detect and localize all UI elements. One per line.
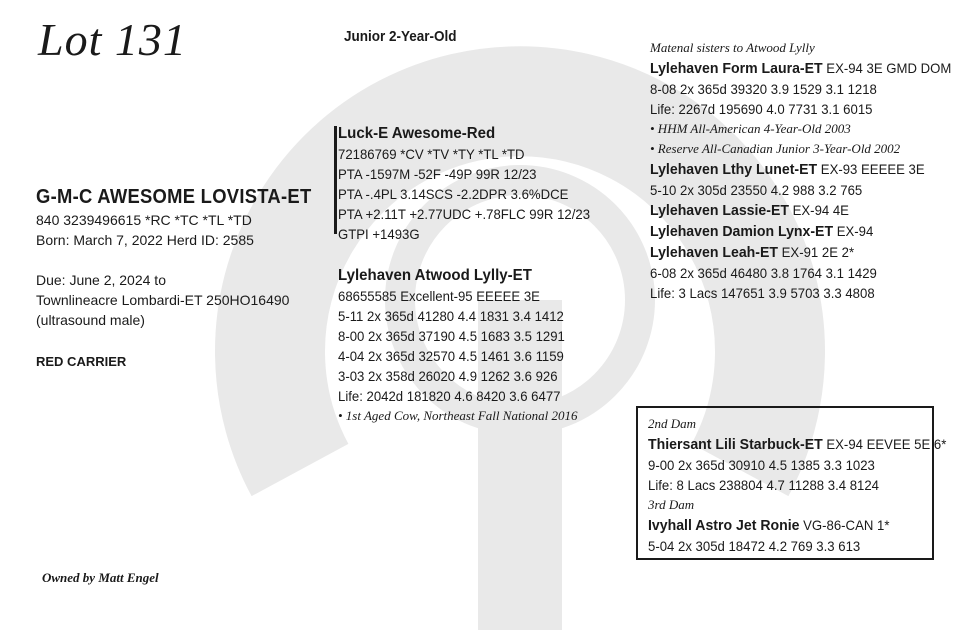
registration-line: 840 3239496615 *RC *TC *TL *TD: [36, 212, 252, 228]
sister-entry: Lylehaven Leah-ET EX-91 2E 2*: [650, 244, 855, 261]
dam-block: [338, 266, 579, 426]
lot-title: Lot 131: [38, 14, 187, 65]
sire-line: PTA -1597M -52F -49P 99R 12/23: [338, 166, 537, 182]
animal-info: [36, 184, 335, 372]
maternal-sisters-block: [650, 38, 958, 303]
sire-line: 72186769 *CV *TV *TY *TL *TD: [338, 146, 525, 162]
due-service-sire: Townlineacre Lombardi-ET 250HO16490: [36, 292, 290, 308]
sire-line: PTA +2.11T +2.77UDC +.78FLC 99R 12/23: [338, 206, 591, 222]
sister-entry: Lylehaven Form Laura-ET EX-94 3E GMD DOM: [650, 60, 952, 77]
sister-record: Life: 2267d 195690 4.0 7731 3.1 6015: [650, 101, 873, 117]
dam-name: Lylehaven Atwood Lylly-ET: [338, 267, 532, 284]
sire-line: PTA -.4PL 3.14SCS -2.2DPR 3.6%DCE: [338, 186, 569, 202]
dam-record: 3-03 2x 358d 26020 4.9 1262 3.6 926: [338, 368, 558, 384]
third-dam-label: 3rd Dam: [648, 497, 695, 512]
dam-record: Life: 2042d 181820 4.6 8420 3.6 6477: [338, 388, 561, 404]
sire-name: Luck-E Awesome-Red: [338, 125, 496, 142]
second-dam-label: 2nd Dam: [648, 416, 697, 431]
third-dam-name: Ivyhall Astro Jet Ronie VG-86-CAN 1*: [648, 517, 890, 534]
due-ultrasound: (ultrasound male): [36, 312, 145, 328]
sister-entry: Lylehaven Damion Lynx-ET EX-94: [650, 223, 874, 240]
dam-record: 4-04 2x 365d 32570 4.5 1461 3.6 1159: [338, 348, 564, 364]
dam-note: • 1st Aged Cow, Northeast Fall National 2016: [338, 408, 578, 423]
sister-entry: Lylehaven Lthy Lunet-ET EX-93 EEEEE 3E: [650, 161, 925, 178]
second-dam-record: 9-00 2x 365d 30910 4.5 1385 3.3 1023: [648, 457, 875, 473]
pedigree-bracket: [334, 126, 337, 234]
animal-name: G-M-C AWESOME LOVISTA-ET: [36, 186, 312, 208]
dam-record: 5-11 2x 365d 41280 4.4 1831 3.4 1412: [338, 308, 564, 324]
sister-record: 6-08 2x 365d 46480 3.8 1764 3.1 1429: [650, 265, 877, 281]
sister-record: 5-10 2x 305d 23550 4.2 988 3.2 765: [650, 182, 863, 198]
sire-block: [338, 124, 606, 244]
sale-class: Junior 2-Year-Old: [344, 28, 457, 45]
third-dam-record: 5-04 2x 305d 18472 4.2 769 3.3 613: [648, 538, 861, 554]
sister-note: • HHM All-American 4-Year-Old 2003: [650, 121, 851, 136]
dam-record: 8-00 2x 365d 37190 4.5 1683 3.5 1291: [338, 328, 565, 344]
red-carrier-badge: RED CARRIER: [36, 354, 127, 369]
second-dam-record: Life: 8 Lacs 238804 4.7 11288 3.4 8124: [648, 477, 879, 493]
sister-entry: Lylehaven Lassie-ET EX-94 4E: [650, 202, 849, 219]
sire-line: GTPI +1493G: [338, 226, 420, 242]
dam-line: 68655585 Excellent-95 EEEEE 3E: [338, 288, 540, 304]
sister-record: 8-08 2x 365d 39320 3.9 1529 3.1 1218: [650, 81, 877, 97]
born-line: Born: March 7, 2022 Herd ID: 2585: [36, 232, 254, 248]
sister-record: Life: 3 Lacs 147651 3.9 5703 3.3 4808: [650, 285, 875, 301]
second-dam-name: Thiersant Lili Starbuck-ET EX-94 EEVEE 5E 6*: [648, 436, 947, 453]
ancestry-box-content: [648, 414, 958, 556]
sister-note: • Reserve All-Canadian Junior 3-Year-Old 2002: [650, 141, 901, 156]
owner-line: Owned by Matt Engel: [42, 570, 159, 585]
due-line: Due: June 2, 2024 to: [36, 272, 166, 288]
sisters-label: Matenal sisters to Atwood Lylly: [650, 40, 815, 55]
